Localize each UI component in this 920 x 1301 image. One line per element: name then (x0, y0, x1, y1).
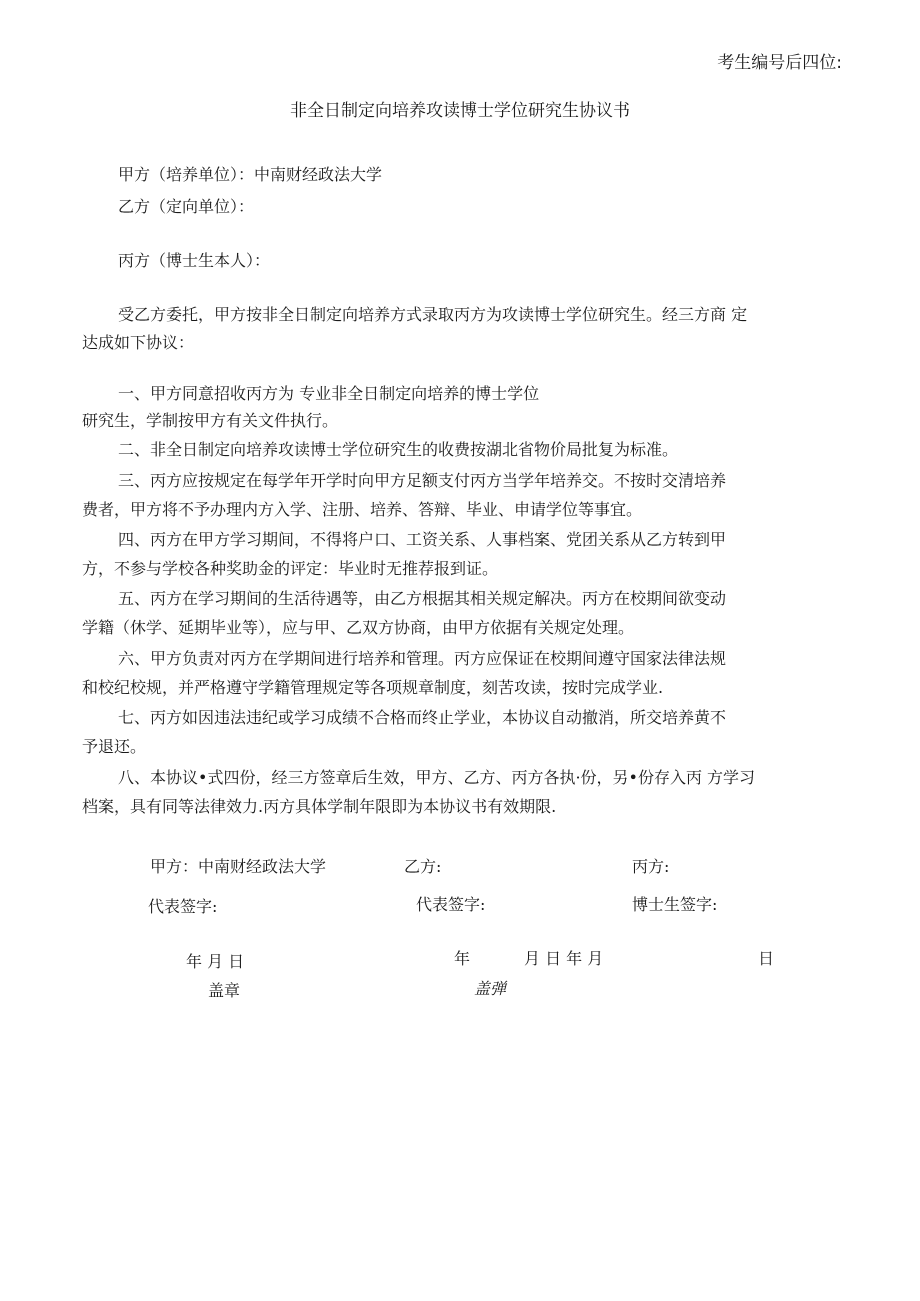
rep-sign-a-label: 代表签字: (148, 897, 218, 916)
preamble-line-1: 受乙方委托，甲方按非全日制定向培养方式录取丙方为攻读博士学位研究生。经三方商 定 (118, 305, 748, 324)
preamble-line-2: 达成如下协议： (82, 333, 195, 352)
clause-4-line-1: 四、丙方在甲方学习期间，不得将户口、工资关系、人事档案、党团关系从乙方转到甲 (118, 530, 727, 549)
date-b-month-day: 月 日 年 月 (524, 949, 604, 968)
party-a-line: 甲方（培养单位）：中南财经政法大学 (118, 165, 383, 184)
clause-3-line-1: 三、丙方应按规定在每学年开学时向甲方足额支付丙方当学年培养交。不按时交清培养 (118, 471, 727, 490)
signature-party-a: 甲方：中南财经政法大学 (150, 857, 327, 876)
document-title: 非全日制定向培养攻读博士学位研究生协议书 (290, 101, 630, 121)
clause-3-line-2: 费者，甲方将不予办理内方入学、注册、培养、答辩、毕业、申请学位等事宜。 (82, 500, 643, 519)
clause-5-line-2: 学籍（休学、延期毕业等），应与甲、乙双方协商，由甲方依据有关规定处理。 (82, 618, 635, 637)
clause-6-line-1: 六、甲方负责对丙方在学期间进行培养和管理。丙方应保证在校期间遵守国家法律法规 (118, 649, 727, 668)
clause-4-line-2: 方，不参与学校各种奖助金的评定：毕业时无推荐报到证。 (82, 559, 499, 578)
party-c-line: 丙方（博士生本人）： (118, 251, 271, 270)
clause-1-line-2: 研究生，学制按甲方有关文件执行。 (82, 411, 339, 430)
clause-5-line-1: 五、丙方在学习期间的生活待遇等，由乙方根据其相关规定解决。丙方在校期间欲变动 (118, 589, 727, 608)
seal-a: 盖章 (208, 981, 241, 1000)
date-c-day: 日 (758, 949, 775, 968)
exam-number-label: 考生编号后四位: (717, 53, 842, 73)
clause-7-line-2: 予退还。 (82, 737, 147, 756)
clause-2-line-1: 二、非全日制定向培养攻读博士学位研究生的收费按湖北省物价局批复为标准。 (118, 440, 679, 459)
clause-7-line-1: 七、丙方如因违法违纪或学习成绩不合格而终止学业，本协议自动撤消，所交培养黄不 (118, 708, 727, 727)
rep-sign-b-label: 代表签字: (416, 895, 486, 914)
clause-8-line-2: 档案，具有同等法律效力.丙方具体学制年限即为本协议书有效期限. (82, 797, 557, 816)
date-a: 年 月 日 (186, 952, 245, 971)
party-b-line: 乙方（定向单位）： (118, 197, 255, 216)
seal-b: 盖弹 (474, 979, 507, 998)
clause-1-line-1: 一、甲方同意招收丙方为 专业非全日制定向培养的博士学位 (118, 384, 540, 403)
signature-party-c: 丙方: (632, 857, 670, 876)
phd-sign-label: 博士生签字: (632, 895, 718, 914)
clause-6-line-2: 和校纪校规，并严格遵守学籍管理规定等各项规章制度，刻苦攻读，按时完成学业. (82, 678, 664, 697)
signature-party-b: 乙方: (404, 857, 442, 876)
date-b-year: 年 (454, 949, 471, 968)
clause-8-line-1: 八、本协议•式四份，经三方签章后生效，甲方、乙方、丙方各执·份，另•份存入丙 方学习 (118, 768, 756, 787)
